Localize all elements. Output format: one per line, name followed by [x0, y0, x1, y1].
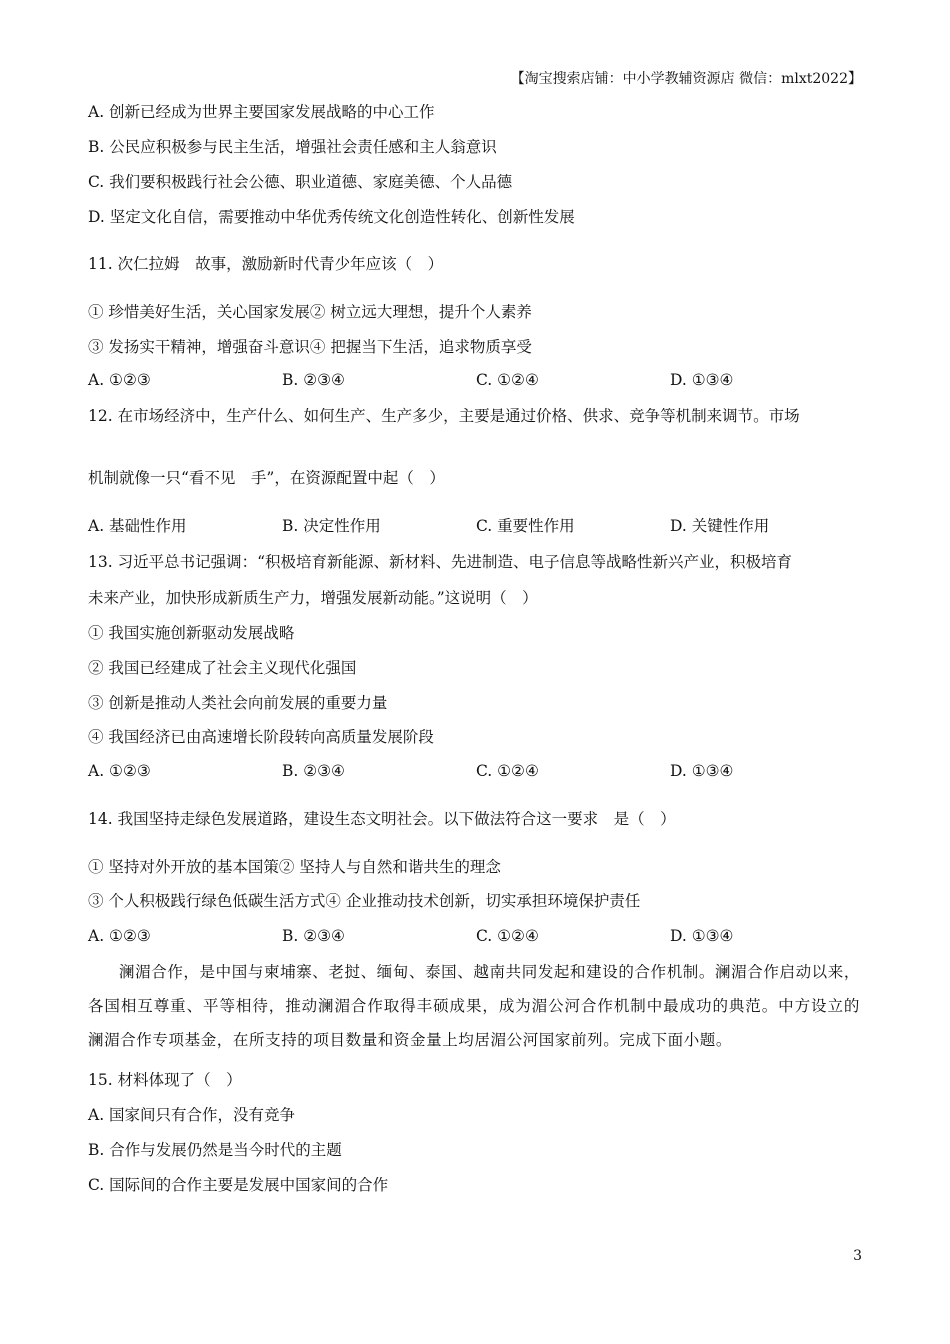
q12-stem-line-2: 机制就像一只“看不见 手”，在资源配置中起（ ） — [88, 469, 445, 487]
q12-stem-line-1: 12. 在市场经济中，生产什么、如何生产、生产多少，主要是通过价格、供求、竞争等机制来调节。市场 — [88, 407, 800, 425]
q13-statement-2: ② 我国已经建成了社会主义现代化强国 — [88, 659, 357, 677]
q13-statement-3: ③ 创新是推动人类社会向前发展的重要力量 — [88, 694, 388, 712]
q13-option-a: A. ①②③ — [88, 762, 151, 780]
q14-option-c: C. ①②④ — [476, 927, 539, 945]
q13-options — [88, 760, 868, 782]
q11-stem: 11. 次仁拉姆 故事，激励新时代青少年应该（ ） — [88, 255, 444, 273]
q11-statement-1: ① 珍惜美好生活，关心国家发展② 树立远大理想，提升个人素养 — [88, 303, 532, 321]
q13-option-d: D. ①③④ — [670, 762, 734, 780]
q13-stem-line-1: 13. 习近平总书记强调：“积极培育新能源、新材料、先进制造、电子信息等战略性新兴产业，积极培育 — [88, 553, 793, 571]
q10-option-b: B. 公民应积极参与民主生活，增强社会责任感和主人翁意识 — [88, 138, 497, 156]
page-header: 【淘宝搜索店铺：中小学教辅资源店 微信：mlxt2022】 — [510, 71, 862, 87]
q12-option-b: B. 决定性作用 — [282, 517, 381, 535]
q11-option-d: D. ①③④ — [670, 371, 734, 389]
q10-option-a: A. 创新已经成为世界主要国家发展战略的中心工作 — [88, 103, 435, 121]
q14-options — [88, 925, 868, 947]
q12-option-d: D. 关键性作用 — [670, 517, 770, 535]
material-passage — [88, 955, 860, 1057]
q14-stem: 14. 我国坚持走绿色发展道路，建设生态文明社会。以下做法符合这一要求 是（ ） — [88, 810, 676, 828]
q11-option-a: A. ①②③ — [88, 371, 151, 389]
q11-option-c: C. ①②④ — [476, 371, 539, 389]
q15-stem: 15. 材料体现了（ ） — [88, 1071, 242, 1089]
q15-option-c: C. 国际间的合作主要是发展中国家间的合作 — [88, 1176, 389, 1194]
page-number: 3 — [853, 1248, 862, 1264]
material-text: 澜湄合作，是中国与柬埔寨、老挝、缅甸、泰国、越南共同发起和建设的合作机制。澜湄合作启动以来，各国相互尊重、平等相待，推动澜湄合作取得丰硕成果，成为湄公河合作机制中最成功的典范。中方设立的澜湄合作专项基金，在所支持的项目数量和资金量上均居湄公河国家前列。完成下面小题。 — [88, 963, 860, 1049]
q11-option-b: B. ②③④ — [282, 371, 345, 389]
q14-option-d: D. ①③④ — [670, 927, 734, 945]
q13-option-b: B. ②③④ — [282, 762, 345, 780]
q13-statement-4: ④ 我国经济已由高速增长阶段转向高质量发展阶段 — [88, 728, 434, 746]
q12-option-a: A. 基础性作用 — [88, 517, 187, 535]
q13-stem-line-2: 未来产业，加快形成新质生产力，增强发展新动能。”这说明（ ） — [88, 589, 538, 607]
q13-statement-1: ① 我国实施创新驱动发展战略 — [88, 624, 295, 642]
q15-option-b: B. 合作与发展仍然是当今时代的主题 — [88, 1141, 342, 1159]
q12-options — [88, 515, 868, 537]
q13-option-c: C. ①②④ — [476, 762, 539, 780]
q14-option-b: B. ②③④ — [282, 927, 345, 945]
q14-option-a: A. ①②③ — [88, 927, 151, 945]
q10-option-d: D. 坚定文化自信，需要推动中华优秀传统文化创造性转化、创新性发展 — [88, 208, 575, 226]
q11-options — [88, 369, 868, 391]
q11-statement-2: ③ 发扬实干精神，增强奋斗意识④ 把握当下生活，追求物质享受 — [88, 338, 532, 356]
q14-statement-2: ③ 个人积极践行绿色低碳生活方式④ 企业推动技术创新，切实承担环境保护责任 — [88, 892, 641, 910]
q15-option-a: A. 国家间只有合作，没有竞争 — [88, 1106, 296, 1124]
q14-statement-1: ① 坚持对外开放的基本国策② 坚持人与自然和谐共生的理念 — [88, 858, 501, 876]
q10-option-c: C. 我们要积极践行社会公德、职业道德、家庭美德、个人品德 — [88, 173, 513, 191]
q12-option-c: C. 重要性作用 — [476, 517, 575, 535]
